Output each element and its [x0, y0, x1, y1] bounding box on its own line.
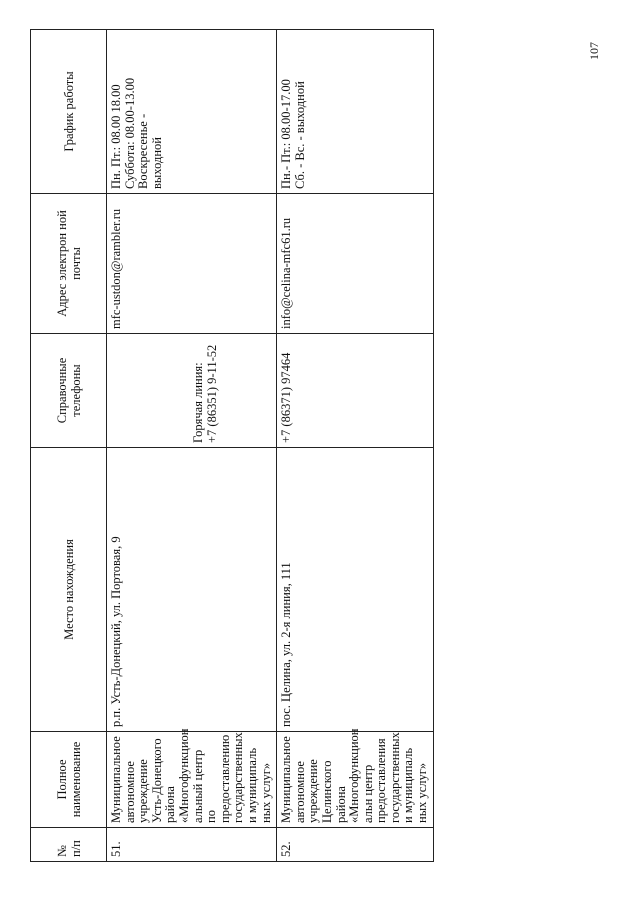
header-schedule: График работы	[31, 30, 107, 194]
row-schedule: Пн. Пт.: 08.00 18.00 Суббота: 08.00-13.00 Воскресенье - выходной	[107, 30, 277, 194]
header-phones: Справочные телефоны	[31, 334, 107, 448]
header-full-name: Полное наименование	[31, 732, 107, 828]
page-number: 107	[587, 42, 601, 60]
header-location: Место нахождения	[31, 448, 107, 732]
row-email: mfc-ustdon@rambler.ru	[107, 194, 277, 334]
row-phones	[107, 334, 277, 448]
row-location: р.п. Усть-Донецкий, ул. Портовая, 9	[107, 448, 277, 732]
row-hotline: Горячая линия: +7 (86351) 9-11-52	[191, 344, 219, 443]
mfc-table	[30, 29, 434, 862]
row-email: info@celina-mfc61.ru	[277, 194, 434, 334]
row-phones	[277, 334, 434, 448]
row-full-name: Муниципальное автономное учреждение Усть-Донецкого района «Многофункцион альный центр по предоставлению государственных и муниципаль ных услуг»	[107, 732, 277, 828]
rotated-table-container	[30, 30, 430, 862]
header-email: Адрес электрон ной почты	[31, 194, 107, 334]
header-num: № п/п	[31, 828, 107, 862]
row-num: 51.	[107, 828, 277, 862]
table-header-row	[31, 30, 107, 862]
table-row	[107, 30, 277, 862]
row-location: пос. Целина, ул. 2-я линия, 111	[277, 448, 434, 732]
row-num: 52.	[277, 828, 434, 862]
row-phone: +7 (86371) 97464	[279, 352, 294, 443]
row-schedule: Пн.- Пт.: 08.00-17.00 Сб. - Вс. - выходной	[277, 30, 434, 194]
table-row	[277, 30, 434, 862]
row-full-name: Муниципальное автономное учреждение Целинского района «Многофункцион альн центр предоставления государственных и муниципаль ных услуг»	[277, 732, 434, 828]
